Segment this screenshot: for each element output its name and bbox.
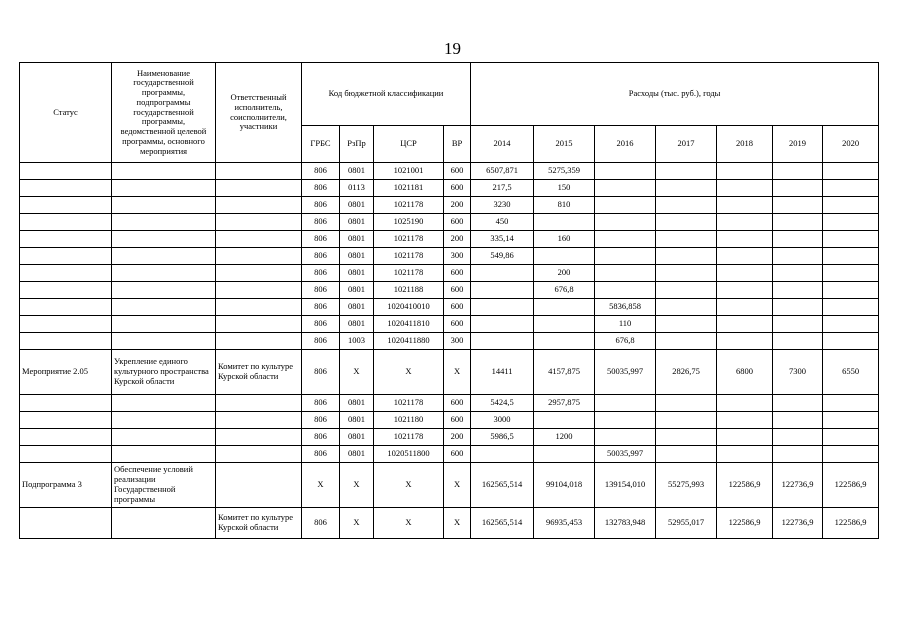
row-expense-2017	[656, 333, 717, 350]
row-expense-2015	[534, 214, 595, 231]
row-name	[112, 248, 216, 265]
row-expense-2014	[471, 282, 534, 299]
header-grbs: ГРБС	[302, 126, 340, 163]
row-rzpr: Х	[340, 350, 374, 395]
row-expense-2020	[823, 180, 879, 197]
header-year: 2014	[471, 126, 534, 163]
row-vr: Х	[444, 508, 471, 539]
header-expenses: Расходы (тыс. руб.), годы	[471, 63, 879, 126]
row-responsible	[216, 231, 302, 248]
row-grbs: 806	[302, 214, 340, 231]
row-csr: 1020511800	[374, 446, 444, 463]
row-rzpr: 0801	[340, 197, 374, 214]
row-expense-2016	[595, 197, 656, 214]
row-expense-2019	[773, 248, 823, 265]
row-grbs: 806	[302, 333, 340, 350]
row-expense-2017: 2826,75	[656, 350, 717, 395]
header-csr: ЦСР	[374, 126, 444, 163]
row-responsible	[216, 197, 302, 214]
row-expense-2016: 132783,948	[595, 508, 656, 539]
header-responsible: Ответственный исполнитель, соисполнители, участники	[216, 63, 302, 163]
row-name	[112, 265, 216, 282]
row-name	[112, 446, 216, 463]
row-responsible	[216, 180, 302, 197]
row-expense-2020	[823, 446, 879, 463]
row-expense-2015	[534, 299, 595, 316]
row-expense-2014: 3000	[471, 412, 534, 429]
row-grbs: 806	[302, 197, 340, 214]
row-vr: 600	[444, 412, 471, 429]
row-expense-2019	[773, 333, 823, 350]
row-expense-2018: 122586,9	[717, 463, 773, 508]
row-name	[112, 333, 216, 350]
row-vr: Х	[444, 463, 471, 508]
row-expense-2016	[595, 231, 656, 248]
row-expense-2019	[773, 395, 823, 412]
row-csr: Х	[374, 463, 444, 508]
row-vr: 600	[444, 265, 471, 282]
row-name: Обеспечение условий реализации Государственной программы	[112, 463, 216, 508]
row-expense-2015: 160	[534, 231, 595, 248]
table-row	[20, 395, 879, 412]
row-rzpr: 0113	[340, 180, 374, 197]
row-expense-2015	[534, 316, 595, 333]
row-vr: 600	[444, 446, 471, 463]
row-expense-2020	[823, 429, 879, 446]
row-csr: 1021178	[374, 248, 444, 265]
row-expense-2014: 3230	[471, 197, 534, 214]
row-expense-2017	[656, 180, 717, 197]
row-vr: Х	[444, 350, 471, 395]
row-expense-2016: 5836,858	[595, 299, 656, 316]
header-status: Статус	[20, 63, 112, 163]
row-status	[20, 299, 112, 316]
row-status	[20, 508, 112, 539]
row-expense-2015: 99104,018	[534, 463, 595, 508]
row-expense-2020	[823, 316, 879, 333]
table-row	[20, 231, 879, 248]
row-csr: Х	[374, 350, 444, 395]
table-row	[20, 429, 879, 446]
row-expense-2017	[656, 412, 717, 429]
page-number: 19	[444, 39, 461, 58]
row-name	[112, 395, 216, 412]
table-row	[20, 508, 879, 539]
row-expense-2014: 217,5	[471, 180, 534, 197]
row-name	[112, 412, 216, 429]
row-rzpr: 0801	[340, 214, 374, 231]
row-expense-2014: 6507,871	[471, 163, 534, 180]
row-expense-2016: 110	[595, 316, 656, 333]
row-status	[20, 214, 112, 231]
row-responsible: Комитет по культуре Курской области	[216, 350, 302, 395]
row-status	[20, 316, 112, 333]
row-status	[20, 163, 112, 180]
row-expense-2018	[717, 197, 773, 214]
row-expense-2019	[773, 231, 823, 248]
header-year: 2019	[773, 126, 823, 163]
row-rzpr: 0801	[340, 163, 374, 180]
table-row	[20, 180, 879, 197]
row-expense-2014	[471, 446, 534, 463]
header-row-1	[20, 63, 879, 126]
row-status: Мероприятие 2.05	[20, 350, 112, 395]
row-status: Подпрограмма 3	[20, 463, 112, 508]
header-budget-code: Код бюджетной классификации	[302, 63, 471, 126]
row-grbs: 806	[302, 350, 340, 395]
row-vr: 600	[444, 163, 471, 180]
row-expense-2015	[534, 248, 595, 265]
row-grbs: 806	[302, 163, 340, 180]
header-vr: ВР	[444, 126, 471, 163]
row-csr: 1021178	[374, 231, 444, 248]
header-name: Наименование государственной программы, подпрограммы государственной программы, ведомственной целевой программы, основного мероприятия	[112, 63, 216, 163]
table-row	[20, 316, 879, 333]
row-expense-2020: 122586,9	[823, 508, 879, 539]
row-expense-2016	[595, 248, 656, 265]
row-name: Укрепление единого культурного пространства Курской области	[112, 350, 216, 395]
row-responsible: Комитет по культуре Курской области	[216, 508, 302, 539]
row-responsible	[216, 395, 302, 412]
table-row	[20, 197, 879, 214]
row-expense-2014	[471, 265, 534, 282]
row-expense-2014: 335,14	[471, 231, 534, 248]
row-name	[112, 429, 216, 446]
row-expense-2014: 5986,5	[471, 429, 534, 446]
row-status	[20, 231, 112, 248]
row-expense-2016	[595, 214, 656, 231]
row-expense-2019	[773, 265, 823, 282]
row-name	[112, 163, 216, 180]
row-vr: 600	[444, 299, 471, 316]
row-expense-2016	[595, 412, 656, 429]
row-expense-2019	[773, 163, 823, 180]
budget-table	[19, 62, 879, 539]
row-expense-2014: 162565,514	[471, 463, 534, 508]
row-expense-2017	[656, 282, 717, 299]
row-name	[112, 180, 216, 197]
row-expense-2016	[595, 180, 656, 197]
row-expense-2020	[823, 282, 879, 299]
row-vr: 600	[444, 395, 471, 412]
row-expense-2020	[823, 214, 879, 231]
row-expense-2015	[534, 446, 595, 463]
row-status	[20, 412, 112, 429]
row-expense-2016: 676,8	[595, 333, 656, 350]
row-status	[20, 395, 112, 412]
row-expense-2018: 6800	[717, 350, 773, 395]
row-expense-2015: 810	[534, 197, 595, 214]
row-expense-2016	[595, 282, 656, 299]
row-expense-2017: 55275,993	[656, 463, 717, 508]
table-row	[20, 265, 879, 282]
row-expense-2015: 1200	[534, 429, 595, 446]
header-year: 2016	[595, 126, 656, 163]
row-name	[112, 299, 216, 316]
row-expense-2018	[717, 446, 773, 463]
row-expense-2015: 2957,875	[534, 395, 595, 412]
row-expense-2016: 50035,997	[595, 350, 656, 395]
row-expense-2020	[823, 395, 879, 412]
header-year: 2020	[823, 126, 879, 163]
row-expense-2018	[717, 429, 773, 446]
row-grbs: 806	[302, 395, 340, 412]
row-expense-2015	[534, 333, 595, 350]
row-status	[20, 197, 112, 214]
row-name	[112, 282, 216, 299]
row-expense-2014: 14411	[471, 350, 534, 395]
row-rzpr: 0801	[340, 429, 374, 446]
row-expense-2016	[595, 395, 656, 412]
row-expense-2018	[717, 316, 773, 333]
row-expense-2020: 122586,9	[823, 463, 879, 508]
row-expense-2017	[656, 248, 717, 265]
row-expense-2018	[717, 412, 773, 429]
row-expense-2020	[823, 412, 879, 429]
row-expense-2018	[717, 163, 773, 180]
row-expense-2018: 122586,9	[717, 508, 773, 539]
row-expense-2016	[595, 163, 656, 180]
row-status	[20, 248, 112, 265]
row-expense-2017	[656, 214, 717, 231]
row-expense-2014	[471, 316, 534, 333]
row-vr: 600	[444, 316, 471, 333]
table-row	[20, 163, 879, 180]
row-grbs: 806	[302, 282, 340, 299]
table-row	[20, 282, 879, 299]
row-vr: 200	[444, 231, 471, 248]
header-rzpr: РзПр	[340, 126, 374, 163]
row-vr: 200	[444, 197, 471, 214]
row-expense-2014	[471, 333, 534, 350]
row-rzpr: 0801	[340, 231, 374, 248]
row-responsible	[216, 163, 302, 180]
row-expense-2014: 162565,514	[471, 508, 534, 539]
row-expense-2020	[823, 197, 879, 214]
row-expense-2015: 5275,359	[534, 163, 595, 180]
row-csr: 1020411810	[374, 316, 444, 333]
row-expense-2020	[823, 299, 879, 316]
row-expense-2017	[656, 446, 717, 463]
row-csr: Х	[374, 508, 444, 539]
row-rzpr: 0801	[340, 316, 374, 333]
row-name	[112, 508, 216, 539]
row-expense-2020: 6550	[823, 350, 879, 395]
row-vr: 300	[444, 248, 471, 265]
row-grbs: 806	[302, 316, 340, 333]
row-expense-2016: 50035,997	[595, 446, 656, 463]
row-expense-2019	[773, 214, 823, 231]
row-expense-2015: 150	[534, 180, 595, 197]
row-expense-2015: 4157,875	[534, 350, 595, 395]
row-name	[112, 197, 216, 214]
row-vr: 600	[444, 180, 471, 197]
table-row	[20, 333, 879, 350]
row-expense-2017	[656, 316, 717, 333]
row-status	[20, 282, 112, 299]
row-rzpr: 0801	[340, 446, 374, 463]
row-expense-2020	[823, 163, 879, 180]
row-rzpr: Х	[340, 508, 374, 539]
row-expense-2016	[595, 265, 656, 282]
row-expense-2014: 450	[471, 214, 534, 231]
row-name	[112, 214, 216, 231]
row-responsible	[216, 463, 302, 508]
row-responsible	[216, 248, 302, 265]
row-expense-2019	[773, 299, 823, 316]
row-grbs: 806	[302, 412, 340, 429]
row-csr: 1021188	[374, 282, 444, 299]
row-vr: 600	[444, 282, 471, 299]
row-expense-2015	[534, 412, 595, 429]
row-expense-2020	[823, 333, 879, 350]
row-name	[112, 316, 216, 333]
row-expense-2017	[656, 395, 717, 412]
row-expense-2019	[773, 412, 823, 429]
row-rzpr: 0801	[340, 265, 374, 282]
row-expense-2018	[717, 282, 773, 299]
row-status	[20, 446, 112, 463]
row-expense-2017	[656, 163, 717, 180]
row-responsible	[216, 429, 302, 446]
row-csr: 1021001	[374, 163, 444, 180]
row-expense-2015: 96935,453	[534, 508, 595, 539]
row-expense-2018	[717, 248, 773, 265]
row-rzpr: 0801	[340, 395, 374, 412]
row-expense-2019: 122736,9	[773, 508, 823, 539]
row-vr: 600	[444, 214, 471, 231]
row-grbs: 806	[302, 180, 340, 197]
row-grbs: 806	[302, 446, 340, 463]
row-rzpr: Х	[340, 463, 374, 508]
row-expense-2019	[773, 446, 823, 463]
row-expense-2019: 122736,9	[773, 463, 823, 508]
row-expense-2019	[773, 429, 823, 446]
row-expense-2014	[471, 299, 534, 316]
row-expense-2019	[773, 316, 823, 333]
row-expense-2020	[823, 248, 879, 265]
row-status	[20, 333, 112, 350]
row-expense-2019	[773, 282, 823, 299]
row-rzpr: 0801	[340, 412, 374, 429]
row-expense-2018	[717, 299, 773, 316]
row-expense-2019	[773, 180, 823, 197]
row-expense-2014: 5424,5	[471, 395, 534, 412]
row-responsible	[216, 446, 302, 463]
row-expense-2017	[656, 299, 717, 316]
row-expense-2017	[656, 231, 717, 248]
row-name	[112, 231, 216, 248]
row-responsible	[216, 316, 302, 333]
row-expense-2018	[717, 231, 773, 248]
row-csr: 1021178	[374, 197, 444, 214]
row-csr: 1025190	[374, 214, 444, 231]
row-expense-2016: 139154,010	[595, 463, 656, 508]
row-responsible	[216, 412, 302, 429]
row-status	[20, 429, 112, 446]
row-expense-2015: 200	[534, 265, 595, 282]
row-expense-2018	[717, 265, 773, 282]
row-csr: 1021178	[374, 429, 444, 446]
row-expense-2020	[823, 265, 879, 282]
table-row	[20, 299, 879, 316]
row-expense-2017	[656, 265, 717, 282]
row-grbs: 806	[302, 508, 340, 539]
row-csr: 1020411880	[374, 333, 444, 350]
row-expense-2018	[717, 180, 773, 197]
header-year: 2018	[717, 126, 773, 163]
table-row	[20, 446, 879, 463]
row-csr: 1020410010	[374, 299, 444, 316]
row-csr: 1021178	[374, 395, 444, 412]
row-expense-2017	[656, 429, 717, 446]
table-row	[20, 463, 879, 508]
row-expense-2019: 7300	[773, 350, 823, 395]
row-grbs: 806	[302, 248, 340, 265]
row-csr: 1021180	[374, 412, 444, 429]
row-status	[20, 180, 112, 197]
row-status	[20, 265, 112, 282]
table-row	[20, 214, 879, 231]
row-rzpr: 0801	[340, 299, 374, 316]
row-responsible	[216, 282, 302, 299]
table-row	[20, 248, 879, 265]
row-expense-2017: 52955,017	[656, 508, 717, 539]
row-responsible	[216, 265, 302, 282]
row-grbs: 806	[302, 265, 340, 282]
row-rzpr: 0801	[340, 282, 374, 299]
row-grbs: 806	[302, 299, 340, 316]
row-expense-2018	[717, 395, 773, 412]
row-rzpr: 1003	[340, 333, 374, 350]
row-responsible	[216, 214, 302, 231]
row-expense-2018	[717, 214, 773, 231]
row-grbs: 806	[302, 429, 340, 446]
row-expense-2015: 676,8	[534, 282, 595, 299]
row-responsible	[216, 333, 302, 350]
row-vr: 300	[444, 333, 471, 350]
row-expense-2017	[656, 197, 717, 214]
row-csr: 1021178	[374, 265, 444, 282]
row-expense-2014: 549,86	[471, 248, 534, 265]
row-rzpr: 0801	[340, 248, 374, 265]
row-vr: 200	[444, 429, 471, 446]
row-expense-2016	[595, 429, 656, 446]
table-row	[20, 350, 879, 395]
row-grbs: Х	[302, 463, 340, 508]
row-csr: 1021181	[374, 180, 444, 197]
row-expense-2018	[717, 333, 773, 350]
row-responsible	[216, 299, 302, 316]
header-year: 2015	[534, 126, 595, 163]
header-year: 2017	[656, 126, 717, 163]
row-expense-2019	[773, 197, 823, 214]
row-grbs: 806	[302, 231, 340, 248]
table-row	[20, 412, 879, 429]
row-expense-2020	[823, 231, 879, 248]
